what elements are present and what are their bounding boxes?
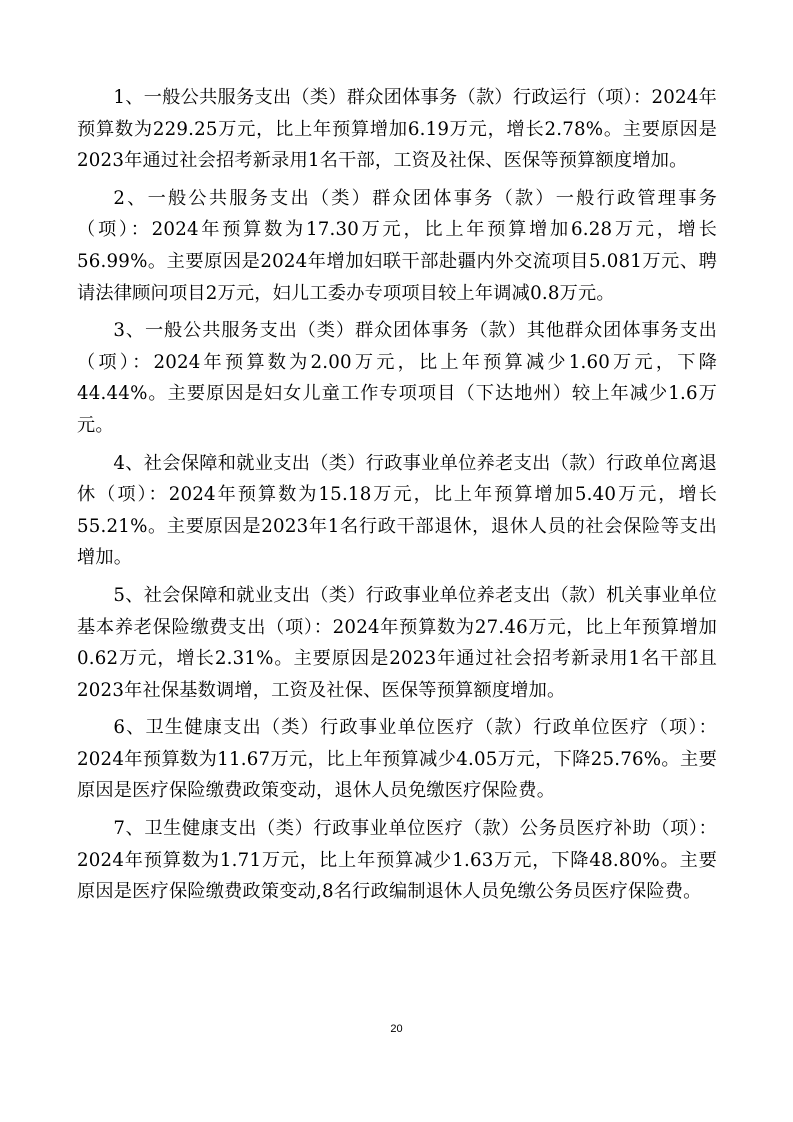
- paragraph-general-admin-operation: 1、一般公共服务支出（类）群众团体事务（款）行政运行（项）：2024年预算数为229.25万元，比上年预算增加6.19万元，增长2.78%。主要原因是2023年通过社会招考新录用1名干部，工资及社保、医保等预算额度增加。: [77, 87, 717, 172]
- paragraph-admin-medical: 6、卫生健康支出（类）行政事业单位医疗（款）行政单位医疗（项）：2024年预算数为11.67万元，比上年预算减少4.05万元，下降25.76%。主要原因是医疗保险缴费政策变动，退休人员免缴医疗保险费。: [77, 717, 717, 802]
- paragraph-general-admin-affairs: 2、一般公共服务支出（类）群众团体事务（款）一般行政管理事务（项）：2024年预算数为17.30万元，比上年预算增加6.28万元，增长56.99%。主要原因是2024年增加妇联干部赴疆内外交流项目5.081万元、聘请法律顾问项目2万元，妇儿工委办专项项目较上年调减0.8万元。: [77, 187, 717, 304]
- document-body: [77, 82, 717, 914]
- page-number: 20: [390, 1023, 403, 1035]
- paragraph-pension-insurance: 5、社会保障和就业支出（类）行政事业单位养老支出（款）机关事业单位基本养老保险缴费支出（项）：2024年预算数为27.46万元，比上年预算增加0.62万元，增长2.31%。主要原因是2023年通过社会招考新录用1名干部且2023年社保基数调增，工资及社保、医保等预算额度增加。: [77, 584, 717, 701]
- paragraph-civil-servant-medical-subsidy: 7、卫生健康支出（类）行政事业单位医疗（款）公务员医疗补助（项）：2024年预算数为1.71万元，比上年预算减少1.63万元，下降48.80%。主要原因是医疗保险缴费政策变动,8名行政编制退休人员免缴公务员医疗保险费。: [77, 818, 717, 903]
- paragraph-other-group-affairs: 3、一般公共服务支出（类）群众团体事务（款）其他群众团体事务支出（项）：2024年预算数为2.00万元，比上年预算减少1.60万元，下降44.44%。主要原因是妇女儿童工作专项项目（下达地州）较上年减少1.6万元。: [77, 320, 717, 436]
- paragraph-admin-retirement: 4、社会保障和就业支出（类）行政事业单位养老支出（款）行政单位离退休（项）：2024年预算数为15.18万元，比上年预算增加5.40万元，增长55.21%。主要原因是2023年1名行政干部退休，退休人员的社会保险等支出增加。: [77, 452, 717, 569]
